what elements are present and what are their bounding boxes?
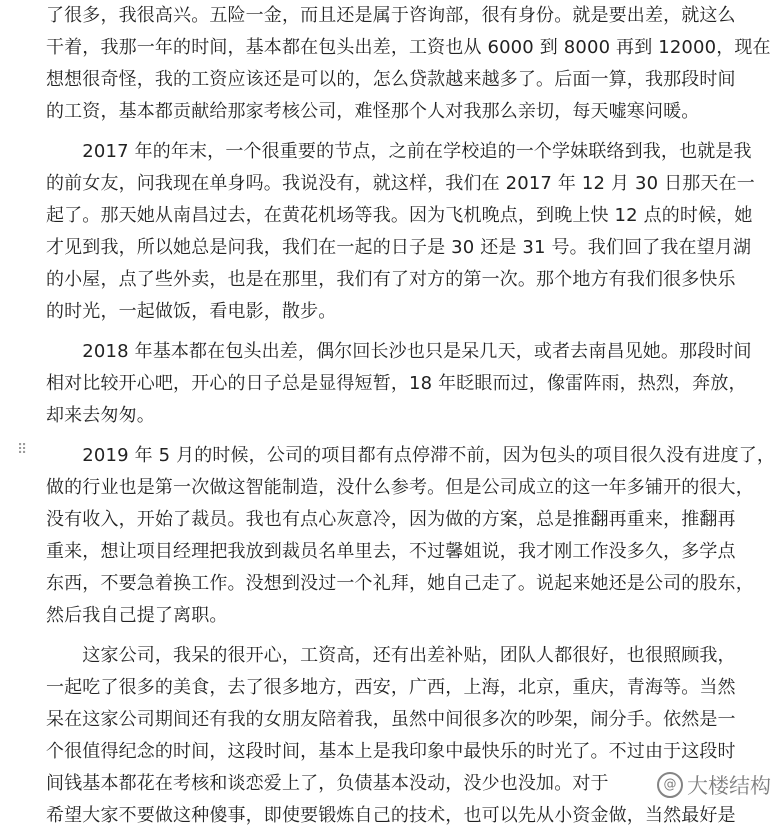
- text-line: 希望大家不要做这种傻事，即使要锻炼自己的技术，也可以先从小资金做，当然最好是: [46, 805, 736, 826]
- text-line: 这家公司，我呆的很开心，工资高，还有出差补贴，团队人都很好，也很照顾我，: [46, 645, 736, 666]
- paragraph: [46, 136, 755, 328]
- paragraph: [46, 440, 776, 632]
- text-line: 想想很奇怪，我的工资应该还是可以的，怎么贷款越来越多了。后面一算，我那段时间: [46, 69, 736, 90]
- text-line: 才见到我，所以她总是问我，我们在一起的日子是 30 还是 31 号。我们回了我在望月湖: [46, 237, 752, 258]
- text-line: 的时光，一起做饭，看电影，散步。: [46, 301, 337, 322]
- watermark-text: 大楼结构: [687, 774, 771, 798]
- text-line: 相对比较开心吧，开心的日子总是显得短暂，18 年眨眼而过，像雷阵雨，热烈，奔放，: [46, 373, 747, 394]
- text-line: 东西，不要急着换工作。没想到没过一个礼拜，她自己走了。说起来她还是公司的股东，: [46, 573, 754, 594]
- paragraph: [46, 0, 771, 128]
- watermark: [657, 770, 771, 800]
- paragraph-spacer: [46, 128, 746, 136]
- paragraph: [46, 336, 752, 432]
- text-line: 干着，我那一年的时间，基本都在包头出差，工资也从 6000 到 8000 再到 12000，现在: [46, 37, 771, 58]
- text-line: 2019 年 5 月的时候，公司的项目都有点停滞不前，因为包头的项目很久没有进度了，: [46, 445, 776, 466]
- text-line: 的前女友，问我现在单身吗。我说没有，就这样，我们在 2017 年 12 月 30 日那天在一: [46, 173, 755, 194]
- weibo-logo-icon: @: [657, 772, 683, 798]
- text-line: 间钱基本都花在考核和谈恋爱上了，负债基本没动，没少也没加。对于: [46, 773, 609, 794]
- text-line: 起了。那天她从南昌过去，在黄花机场等我。因为飞机晚点，到晚上快 12 点的时候，她: [46, 205, 753, 226]
- paragraph-drag-handle[interactable]: ⠿: [17, 442, 28, 458]
- paragraph-spacer: [46, 632, 746, 640]
- text-line: 重来，想让项目经理把我放到裁员名单里去，不过馨姐说，我才刚工作没多久，多学点: [46, 541, 736, 562]
- text-line: 却来去匆匆。: [46, 405, 155, 426]
- text-line: 然后我自己提了离职。: [46, 605, 228, 626]
- text-line: 呆在这家公司期间还有我的女朋友陪着我，虽然中间很多次的吵架，闹分手。依然是一: [46, 709, 736, 730]
- text-line: 的工资，基本都贡献给那家考核公司，难怪那个人对我那么亲切，每天嘘寒问暖。: [46, 101, 700, 122]
- text-line: 个很值得纪念的时间，这段时间，基本上是我印象中最快乐的时光了。不过由于这段时: [46, 741, 736, 762]
- text-line: 没有收入，开始了裁员。我也有点心灰意冷，因为做的方案，总是推翻再重来，推翻再: [46, 509, 736, 530]
- text-line: 2018 年基本都在包头出差，偶尔回长沙也只是呆几天，或者去南昌见她。那段时间: [46, 341, 752, 362]
- text-line: 做的行业也是第一次做这智能制造，没什么参考。但是公司成立的这一年多铺开的很大，: [46, 477, 754, 498]
- text-line: 2017 年的年末，一个很重要的节点，之前在学校追的一个学妹联络到我，也就是我: [46, 141, 752, 162]
- document-body: [46, 0, 776, 832]
- paragraph-spacer: [46, 432, 746, 440]
- text-line: 的小屋，点了些外卖，也是在那里，我们有了对方的第一次。那个地方有我们很多快乐: [46, 269, 736, 290]
- paragraph: [46, 640, 746, 832]
- text-line: 了很多，我很高兴。五险一金，而且还是属于咨询部，很有身份。就是要出差，就这么: [46, 5, 736, 26]
- text-line: 一起吃了很多的美食，去了很多地方，西安，广西，上海，北京，重庆，青海等。当然: [46, 677, 736, 698]
- paragraph-spacer: [46, 328, 746, 336]
